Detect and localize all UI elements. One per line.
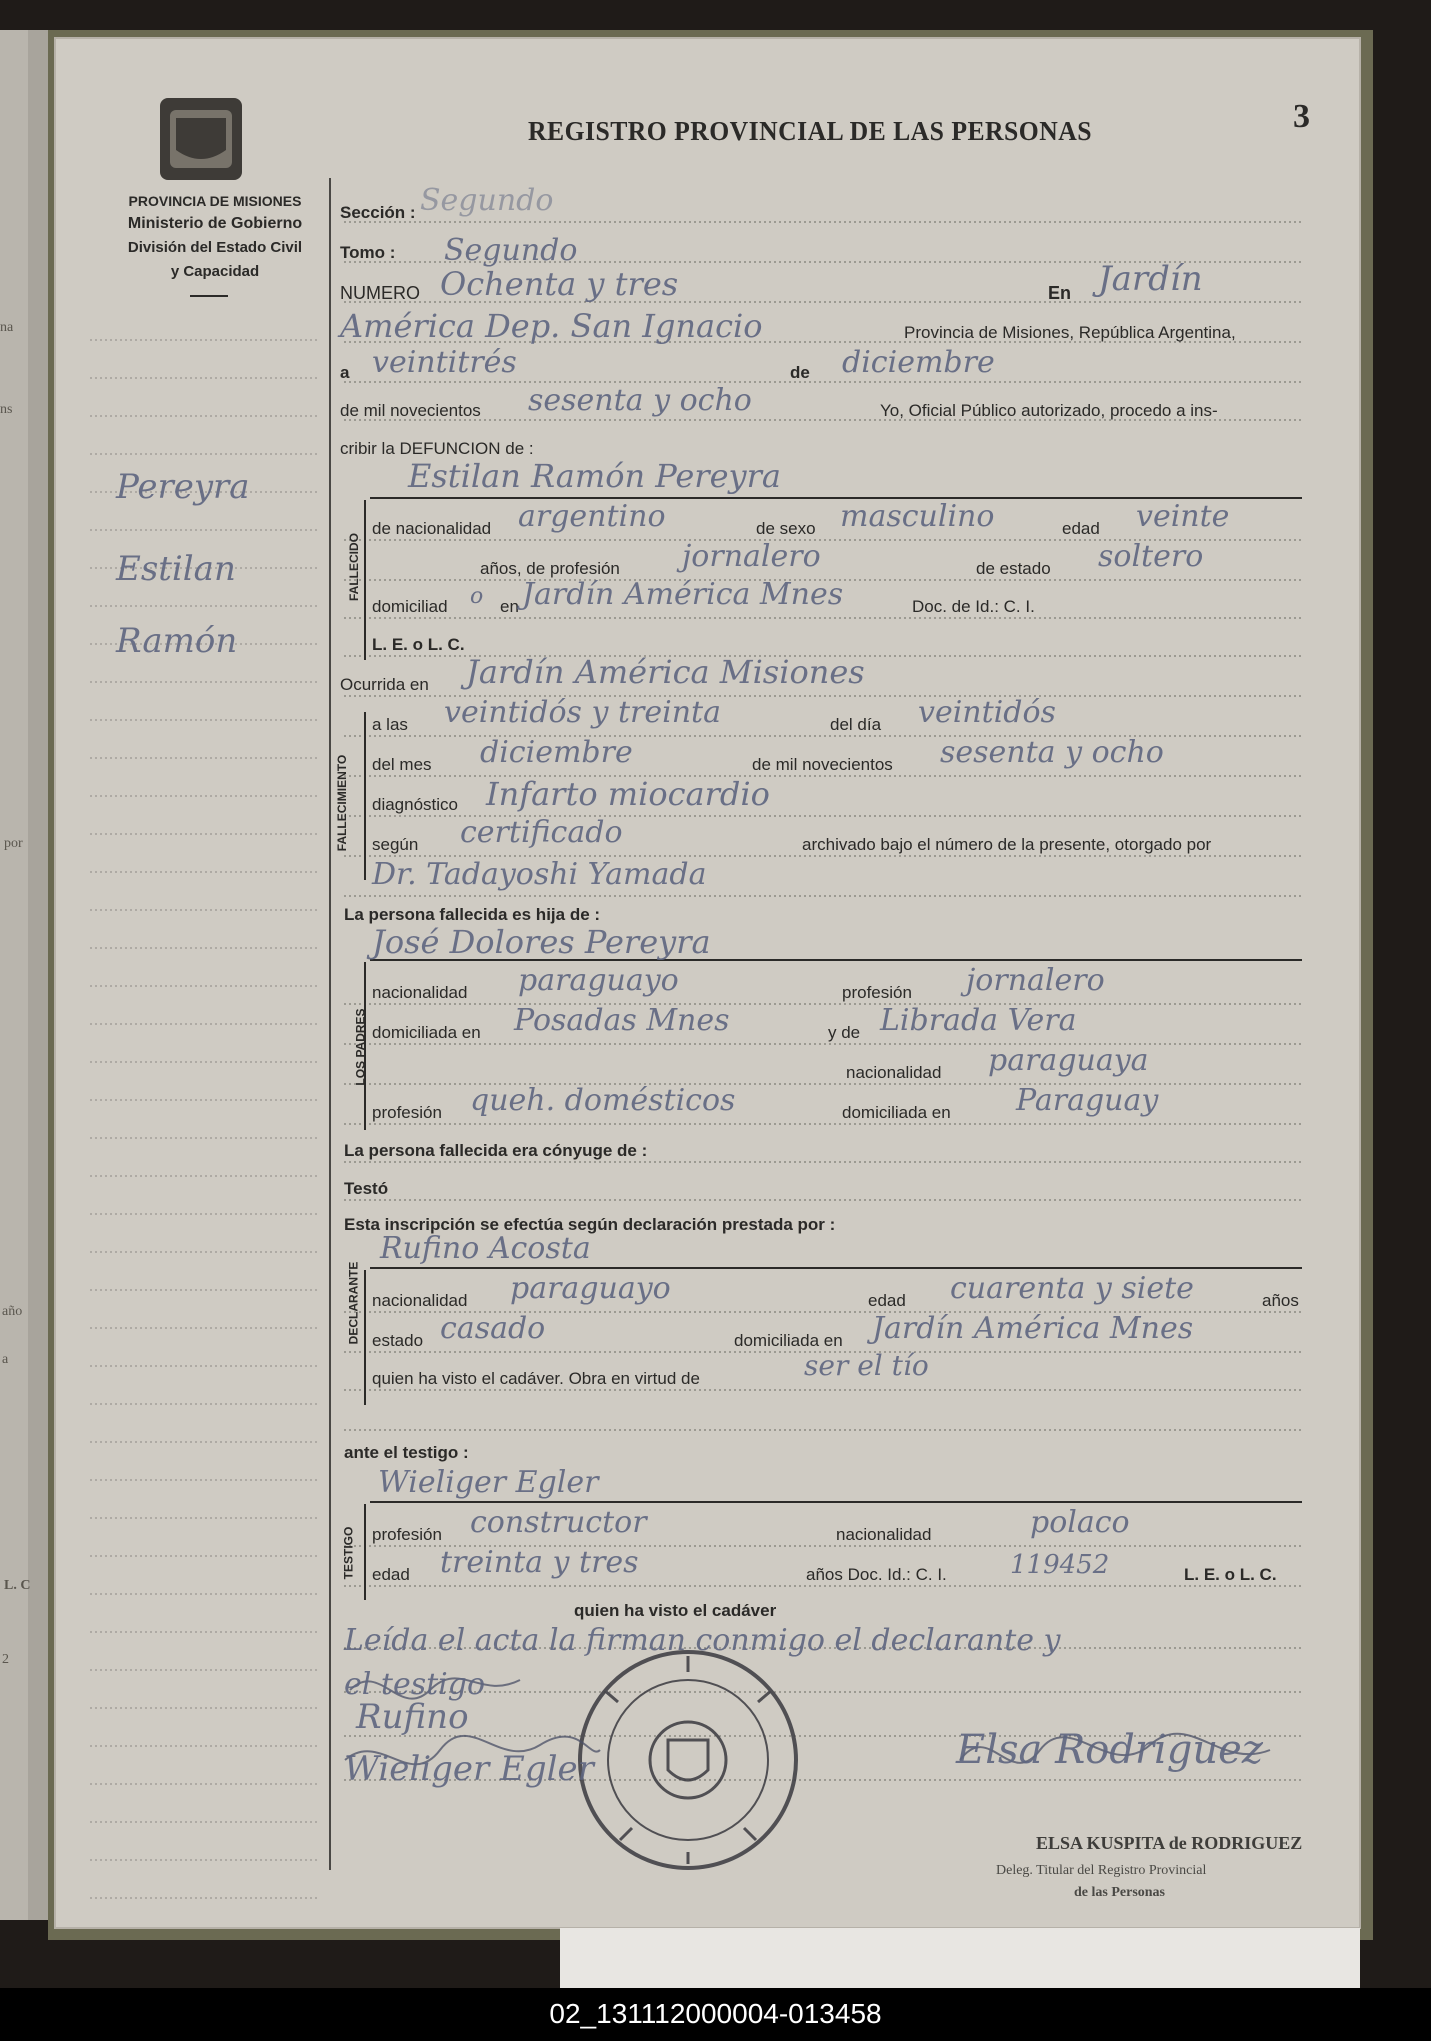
value-madre: Librada Vera bbox=[880, 1003, 1077, 1038]
value-seccion: Segundo bbox=[420, 183, 554, 218]
value-cierre-1: Leída el acta la firman conmigo el declarante y bbox=[344, 1623, 1061, 1658]
value-declarante-nacionalidad: paraguayo bbox=[510, 1271, 671, 1306]
label-domiciliada-en-declarante: domiciliada en bbox=[734, 1331, 843, 1350]
value-domicilio-sufijo: o bbox=[470, 584, 484, 609]
side-label-fallecimiento: FALLECIMIENTO bbox=[335, 754, 350, 852]
page-number: 3 bbox=[1293, 98, 1310, 135]
value-mes-fallec: diciembre bbox=[480, 735, 633, 770]
label-doc-id: Doc. de Id.: C. I. bbox=[912, 597, 1035, 616]
value-madre-profesion: queh. domésticos bbox=[470, 1083, 736, 1118]
value-nacionalidad: argentino bbox=[518, 499, 666, 534]
label-domiciliad: domiciliad bbox=[372, 597, 448, 616]
label-inscribir: cribir la DEFUNCION de : bbox=[340, 439, 534, 458]
division-line-1: División del Estado Civil bbox=[127, 239, 303, 256]
province-name: PROVINCIA DE MISIONES bbox=[128, 193, 302, 209]
edge-fragment: 2 bbox=[2, 1652, 9, 1667]
value-padre-profesion: jornalero bbox=[966, 963, 1105, 998]
value-testigo-ci: 119452 bbox=[1010, 1550, 1110, 1580]
edge-fragment: ns bbox=[0, 402, 13, 417]
value-declarante-edad: cuarenta y siete bbox=[950, 1271, 1194, 1306]
division-line-2: y Capacidad bbox=[170, 263, 260, 280]
label-edad: edad bbox=[1062, 519, 1100, 538]
edge-fragment: L. C bbox=[4, 1578, 31, 1593]
value-declarante-domicilio: Jardín América Mnes bbox=[872, 1311, 1194, 1346]
value-mes: diciembre bbox=[842, 345, 995, 380]
label-y-de: y de bbox=[828, 1023, 861, 1042]
label-de-mil-nov: de mil novecientos bbox=[752, 755, 893, 774]
value-padre-domicilio: Posadas Mnes bbox=[514, 1003, 730, 1038]
value-hora: veintidós y treinta bbox=[444, 695, 721, 730]
label-nacionalidad-testigo: nacionalidad bbox=[836, 1525, 932, 1544]
value-dia: veintitrés bbox=[372, 345, 517, 380]
label-profesion-madre: profesión bbox=[372, 1103, 442, 1122]
value-lugar: América Dep. San Ignacio bbox=[340, 307, 763, 345]
value-testigo-edad: treinta y tres bbox=[440, 1545, 639, 1580]
value-fallecido-nombre: Estilan Ramón Pereyra bbox=[408, 457, 781, 495]
edge-fragment: na bbox=[0, 320, 14, 335]
value-madre-nacionalidad: paraguaya bbox=[988, 1043, 1149, 1078]
label-segun: según bbox=[372, 835, 419, 854]
label-conyuge: La persona fallecida era cónyuge de : bbox=[344, 1141, 648, 1160]
side-label-los-padres: LOS PADRES bbox=[353, 1008, 368, 1086]
signature-testigo: Wieliger Egler bbox=[344, 1749, 594, 1789]
label-le-lc: L. E. o L. C. bbox=[372, 635, 465, 654]
label-de-sexo: de sexo bbox=[756, 519, 816, 538]
label-a: a bbox=[340, 363, 350, 382]
stamp-official-role-1: Deleg. Titular del Registro Provincial bbox=[996, 1863, 1207, 1878]
label-nacionalidad-madre: nacionalidad bbox=[846, 1063, 942, 1082]
side-label-fallecido: FALLECIDO bbox=[347, 533, 361, 601]
label-de-nacionalidad: de nacionalidad bbox=[372, 519, 492, 538]
value-ocurrida-en: Jardín América Misiones bbox=[466, 653, 865, 691]
label-profesion-testigo: profesión bbox=[372, 1525, 442, 1544]
value-testigo-nacionalidad: polaco bbox=[1030, 1505, 1130, 1540]
label-del-dia: del día bbox=[830, 715, 882, 734]
value-medico: Dr. Tadayoshi Yamada bbox=[372, 857, 707, 892]
label-quien-visto-2: quien ha visto el cadáver bbox=[574, 1601, 777, 1620]
side-label-declarante: DECLARANTE bbox=[346, 1261, 361, 1345]
label-edad-declarante: edad bbox=[868, 1291, 906, 1310]
label-diagnostico: diagnóstico bbox=[372, 795, 459, 814]
footer-document-id: 02_131112000004-013458 bbox=[549, 1998, 882, 2029]
label-profesion: profesión bbox=[842, 983, 912, 1002]
side-label-testigo: TESTIGO bbox=[341, 1526, 356, 1580]
value-domicilio: Jardín América Mnes bbox=[522, 577, 844, 612]
value-estado: soltero bbox=[1098, 539, 1204, 574]
label-quien-visto: quien ha visto el cadáver. Obra en virtud de bbox=[372, 1369, 700, 1388]
stamp-official-role-2: de las Personas bbox=[1074, 1885, 1165, 1900]
label-nacionalidad: nacionalidad bbox=[372, 983, 468, 1002]
value-declarante-nombre: Rufino Acosta bbox=[380, 1231, 591, 1266]
label-hija-de: La persona fallecida es hija de : bbox=[344, 905, 601, 924]
label-ante-testigo: ante el testigo : bbox=[344, 1443, 469, 1462]
edge-fragment: a bbox=[2, 1352, 9, 1367]
value-dia-fallec: veintidós bbox=[918, 695, 1056, 730]
label-numero: NUMERO bbox=[340, 283, 420, 303]
label-en-lower: en bbox=[500, 597, 519, 616]
label-anos-doc: años Doc. Id.: C. I. bbox=[806, 1565, 947, 1584]
label-domiciliada-en: domiciliada en bbox=[372, 1023, 481, 1042]
value-sexo: masculino bbox=[840, 499, 995, 534]
label-anos: años bbox=[1262, 1291, 1299, 1310]
edge-fragment: por bbox=[4, 836, 23, 851]
province-crest-icon bbox=[160, 98, 242, 180]
stamp-official-name: ELSA KUSPITA de RODRIGUEZ bbox=[1036, 1833, 1303, 1853]
label-yo-oficial: Yo, Oficial Público autorizado, procedo a ins- bbox=[880, 401, 1218, 420]
label-seccion: Sección : bbox=[340, 203, 416, 222]
label-a-las: a las bbox=[372, 715, 408, 734]
value-tomo: Segundo bbox=[444, 233, 578, 268]
label-le-lc-testigo: L. E. o L. C. bbox=[1184, 1565, 1277, 1584]
label-edad-testigo: edad bbox=[372, 1565, 410, 1584]
margin-name-2: Ramón bbox=[116, 621, 238, 661]
edge-fragment: año bbox=[2, 1304, 23, 1319]
label-testo: Testó bbox=[344, 1179, 389, 1198]
label-estado: estado bbox=[372, 1331, 424, 1350]
label-de: de bbox=[790, 363, 810, 382]
label-archivado: archivado bajo el número de la presente, otorgado por bbox=[802, 835, 1212, 854]
label-del-mes: del mes bbox=[372, 755, 432, 774]
value-padre: José Dolores Pereyra bbox=[372, 923, 711, 961]
label-inscripcion: Esta inscripción se efectúa según declaración prestada por : bbox=[344, 1215, 836, 1234]
value-profesion: jornalero bbox=[682, 539, 821, 574]
label-tomo: Tomo : bbox=[340, 243, 396, 262]
value-madre-domicilio: Paraguay bbox=[1016, 1083, 1159, 1118]
label-en: En bbox=[1048, 283, 1072, 303]
value-declarante-estado: casado bbox=[440, 1311, 546, 1346]
page-title: REGISTRO PROVINCIAL DE LAS PERSONAS bbox=[528, 116, 1092, 146]
ministry-name: Ministerio de Gobierno bbox=[127, 215, 303, 232]
margin-name-1: Estilan bbox=[116, 549, 236, 589]
value-segun: certificado bbox=[460, 815, 623, 850]
value-padre-nacionalidad: paraguayo bbox=[518, 963, 679, 998]
label-ocurrida-en: Ocurrida en bbox=[340, 675, 429, 694]
value-en: Jardín bbox=[1098, 259, 1203, 299]
value-anio: sesenta y ocho bbox=[528, 383, 752, 418]
value-diagnostico: Infarto miocardio bbox=[486, 775, 770, 813]
value-testigo-profesion: constructor bbox=[470, 1505, 647, 1540]
label-provincia: Provincia de Misiones, República Argentina, bbox=[904, 323, 1236, 342]
signature-declarante: Rufino bbox=[356, 1697, 469, 1737]
margin-surname: Pereyra bbox=[116, 467, 250, 507]
label-de-mil: de mil novecientos bbox=[340, 401, 481, 420]
value-numero: Ochenta y tres bbox=[440, 265, 679, 303]
label-anos-profesion: años, de profesión bbox=[480, 559, 620, 578]
label-domiciliada-en-madre: domiciliada en bbox=[842, 1103, 951, 1122]
value-edad: veinte bbox=[1136, 499, 1230, 534]
value-testigo-nombre: Wieliger Egler bbox=[378, 1465, 599, 1500]
label-de-estado: de estado bbox=[976, 559, 1051, 578]
value-obra-virtud: ser el tío bbox=[804, 1349, 929, 1382]
value-cierre-2: el testigo bbox=[344, 1667, 486, 1702]
signature-oficial: Elsa Rodriguez bbox=[956, 1727, 1263, 1773]
value-anio-fallec: sesenta y ocho bbox=[940, 735, 1164, 770]
label-nacionalidad-declarante: nacionalidad bbox=[372, 1291, 468, 1310]
